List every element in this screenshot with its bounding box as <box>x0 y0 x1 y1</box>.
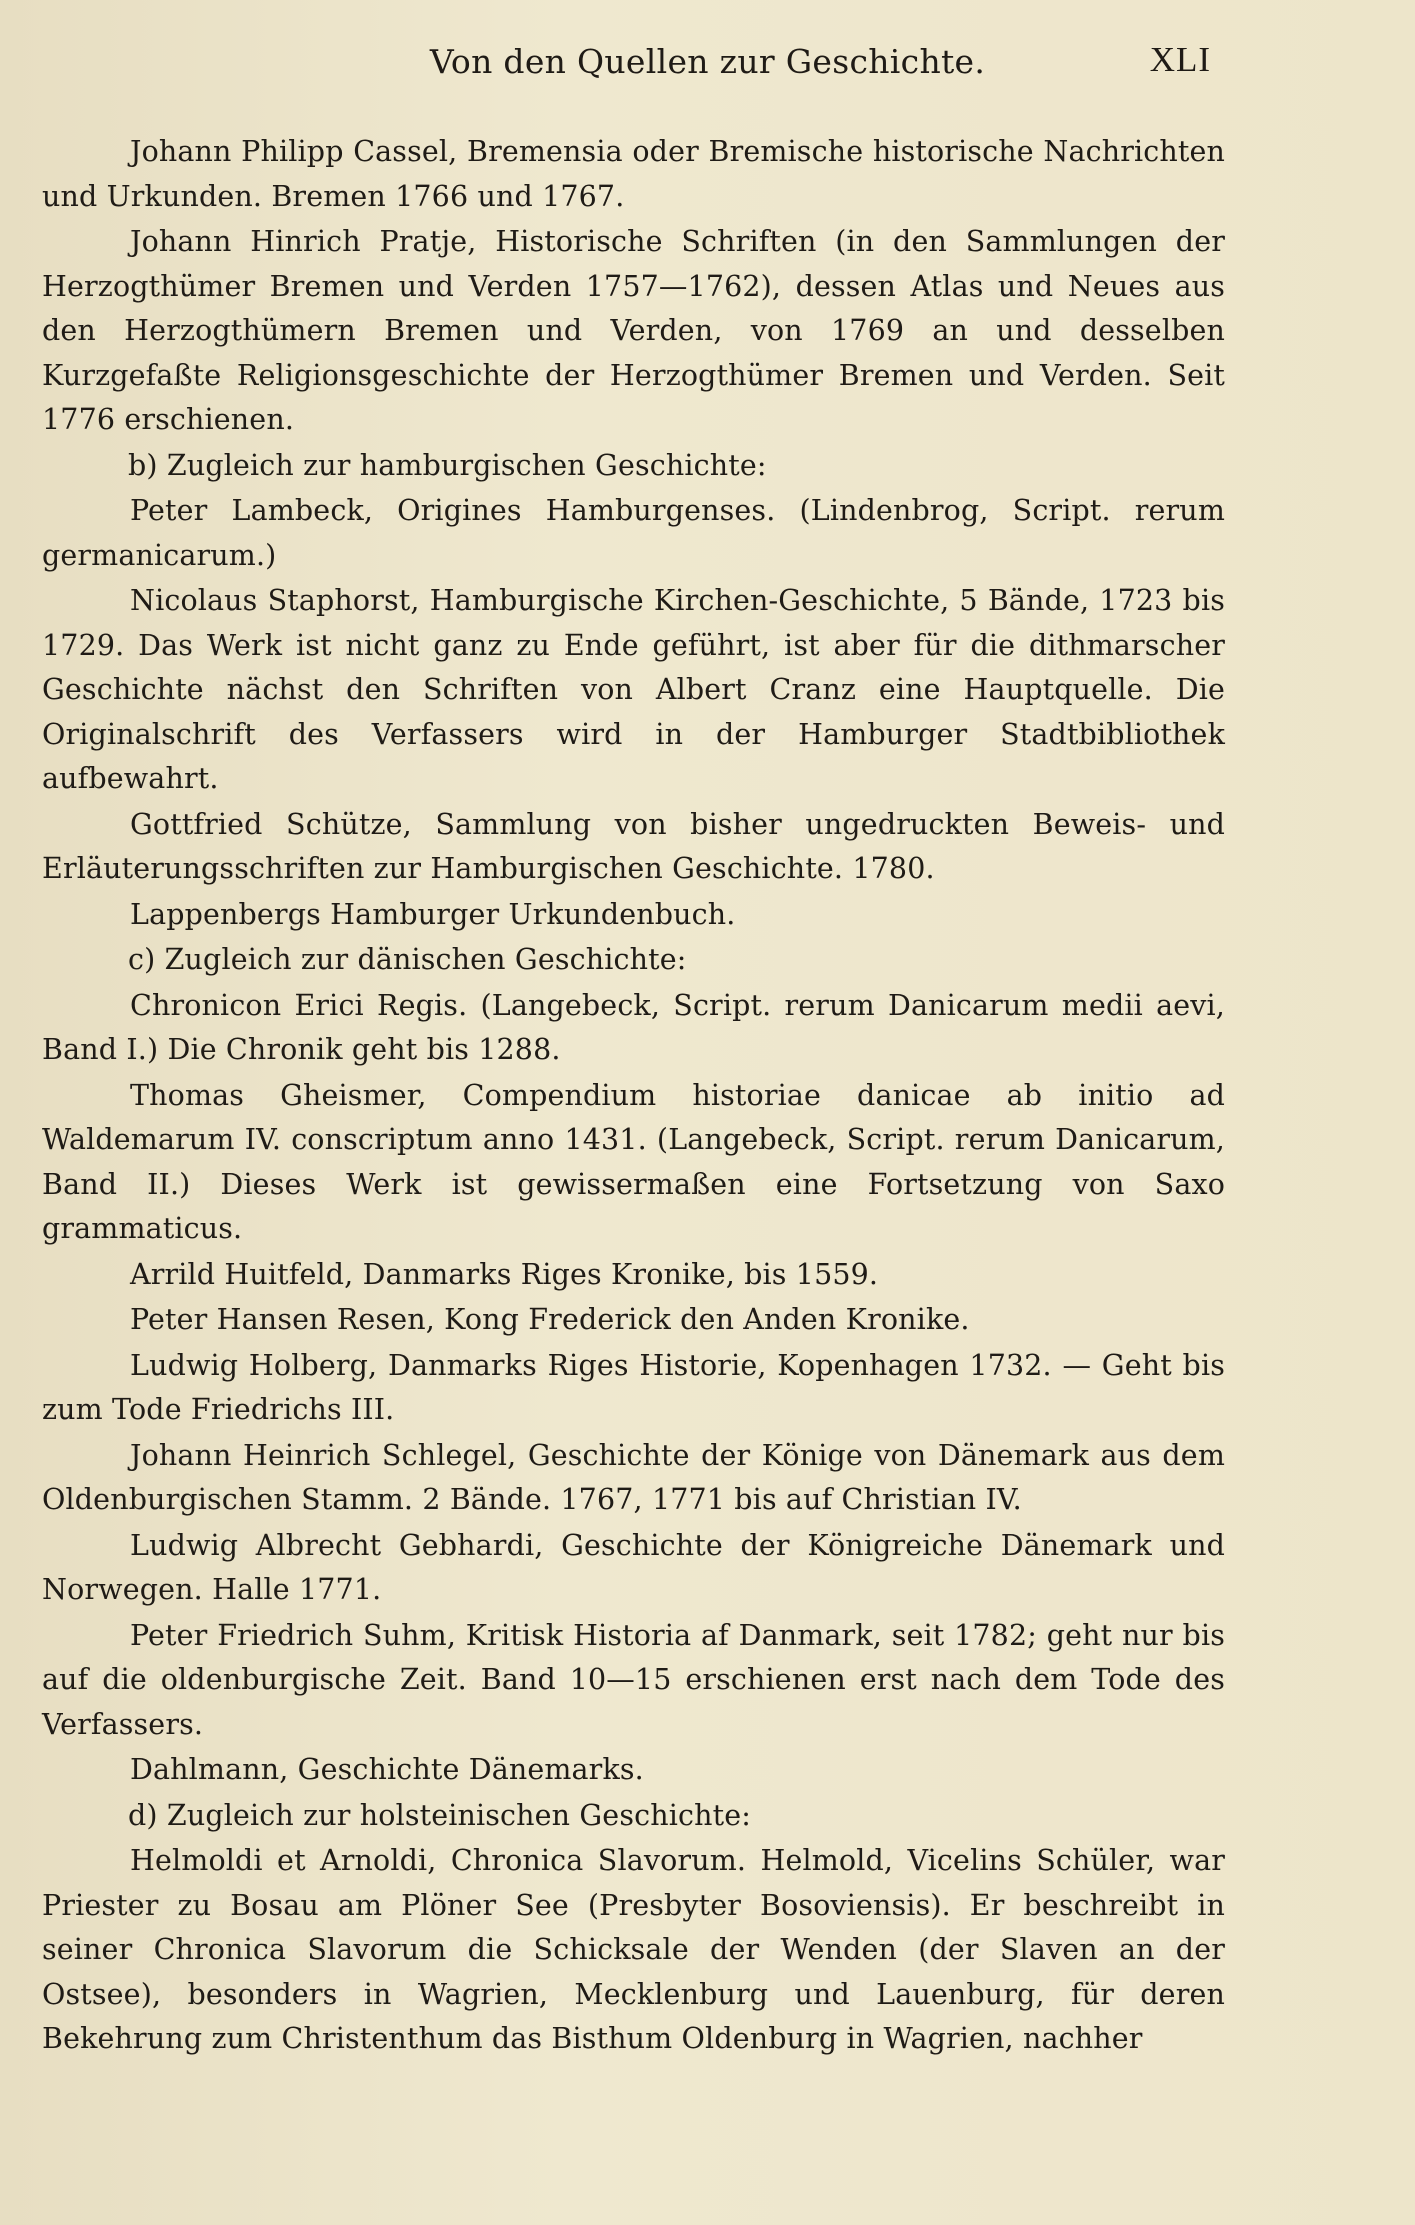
entry-lappenberg: Lappenbergs Hamburger Urkundenbuch. <box>130 897 736 931</box>
page-number: XLI <box>1149 40 1211 79</box>
subheading-denmark: c) Zugleich zur dänischen Geschichte: <box>128 943 687 976</box>
page-header <box>0 42 1415 92</box>
entry-gheismer: Thomas Gheismer, Compendium historiae danicae ab initio ad Waldemarum IV. conscriptum anno 1431. (Langebeck, Script. rerum Danicarum, Band II.) Dieses Werk ist gewissermaßen eine Fortsetzung von Saxo grammaticus. <box>42 1078 1225 1245</box>
entry-gebhardi: Ludwig Albrecht Gebhardi, Geschichte der Königreiche Dänemark und Norwegen. Halle 1771. <box>42 1528 1225 1606</box>
entry-schuetze: Gottfried Schütze, Sammlung von bisher ungedruckten Beweis- und Erläuterungsschriften zur Hamburgischen Geschichte. 1780. <box>42 807 1225 885</box>
entry-huitfeld: Arrild Huitfeld, Danmarks Riges Kronike, bis 1559. <box>130 1257 879 1291</box>
entry-dahlmann: Dahlmann, Geschichte Dänemarks. <box>130 1753 644 1786</box>
subheading-hamburg: b) Zugleich zur hamburgischen Geschichte: <box>128 448 767 482</box>
entry-helmold: Helmoldi et Arnoldi, Chronica Slavorum. Helmold, Vicelins Schüler, war Priester zu Bosau am Plöner See (Presbyter Bosoviensis). Er beschreibt in seiner Chronica Slavorum die Schicksale der Wenden (der Slaven an der Ostsee), besonders in Wagrien, Mecklenburg und Lauenburg, für deren Bekehrung zum Christenthum das Bisthum Oldenburg in Wagrien, nachher <box>42 1844 1225 2055</box>
entry-pratje: Johann Hinrich Pratje, Historische Schriften (in den Sammlungen der Herzogthümer Bremen und Verden 1757—1762), dessen Atlas und Neues aus den Herzogthümern Bremen und Verden, von 1769 an und desselben Kurzgefaßte Religionsgeschichte der Herzogthümer Bremen und Verden. Seit 1776 erschienen. <box>42 225 1225 436</box>
entry-lambeck: Peter Lambeck, Origines Hamburgenses. (Lindenbrog, Script. rerum germanicarum.) <box>42 494 1225 572</box>
subheading-holstein: d) Zugleich zur holsteinischen Geschichte: <box>128 1798 751 1832</box>
running-title: Von den Quellen zur Geschichte. <box>429 42 986 81</box>
entry-staphorst: Nicolaus Staphorst, Hamburgische Kirchen-Geschichte, 5 Bände, 1723 bis 1729. Das Werk ist nicht ganz zu Ende geführt, ist aber für die dithmarscher Geschichte nächst den Schriften von Albert Cranz eine Hauptquelle. Die Originalschrift des Verfassers wird in der Hamburger Stadtbibliothek aufbewahrt. <box>42 584 1225 795</box>
entry-suhm: Peter Friedrich Suhm, Kritisk Historia af Danmark, seit 1782; geht nur bis auf die oldenburgische Zeit. Band 10—15 erschienen erst nach dem Tode des Verfassers. <box>42 1618 1225 1741</box>
entry-schlegel: Johann Heinrich Schlegel, Geschichte der Könige von Dänemark aus dem Oldenburgischen Stamm. 2 Bände. 1767, 1771 bis auf Christian IV. <box>42 1438 1225 1516</box>
entry-resen: Peter Hansen Resen, Kong Frederick den Anden Kronike. <box>130 1303 970 1336</box>
body-text <box>42 130 1225 2063</box>
entry-chronicon-erici: Chronicon Erici Regis. (Langebeck, Script. rerum Danicarum medii aevi, Band I.) Die Chronik geht bis 1288. <box>42 988 1225 1066</box>
entry-holberg: Ludwig Holberg, Danmarks Riges Historie, Kopenhagen 1732. — Geht bis zum Tode Friedrichs III. <box>42 1348 1225 1426</box>
entry-cassel: Johann Philipp Cassel, Bremensia oder Bremische historische Nachrichten und Urkunden. Bremen 1766 und 1767. <box>42 135 1225 213</box>
